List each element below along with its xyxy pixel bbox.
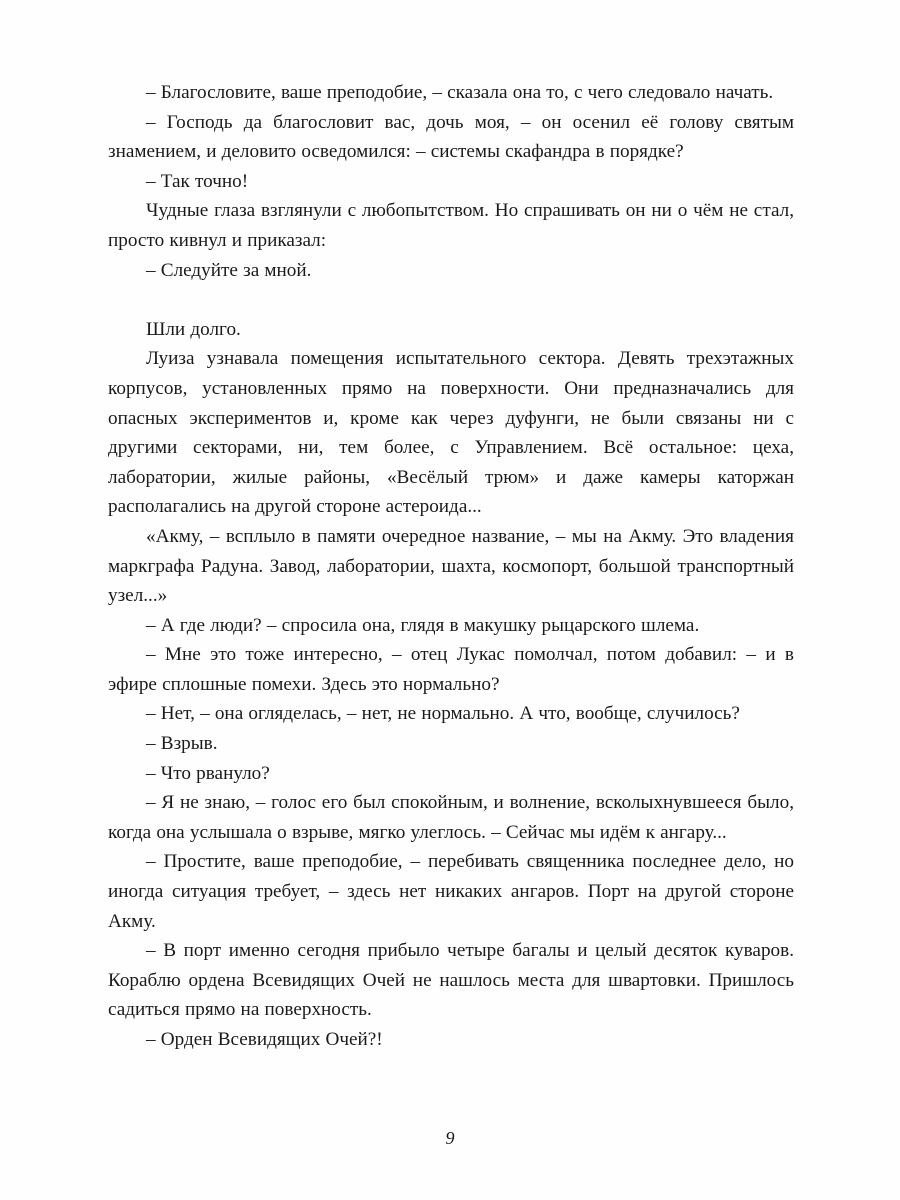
page-text-column: [108, 78, 794, 1055]
paragraph: – Нет, – она огляделась, – нет, не нормально. А что, вообще, случилось?: [146, 703, 740, 725]
paragraph: – Что рвануло?: [146, 762, 270, 784]
paragraph: – Мне это тоже интересно, – отец Лукас помолчал, потом добавил: – и в эфире сплошные помехи. Здесь это нормально?: [108, 644, 794, 695]
paragraph: – Следуйте за мной.: [146, 259, 312, 281]
paragraph: Чудные глаза взглянули с любопытством. Но спрашивать он ни о чём не стал, просто кивнул и приказал:: [108, 200, 794, 251]
paragraph: – Взрыв.: [146, 733, 218, 755]
paragraph: – Я не знаю, – голос его был спокойным, и волнение, всколыхнувшееся было, когда она услышала о взрыве, мягко улеглось. – Сейчас мы идём к ангару...: [108, 792, 794, 843]
paragraph: – Орден Всевидящих Очей?!: [146, 1029, 383, 1050]
paragraph: – А где люди? – спросила она, глядя в макушку рыцарского шлема.: [146, 614, 700, 636]
paragraph: «Акму, – всплыло в памяти очередное название, – мы на Акму. Это владения маркграфа Радуна. Завод, лаборатории, шахта, космопорт, большой транспортный узел...»: [108, 525, 794, 607]
paragraph: – Простите, ваше преподобие, – перебивать священника последнее дело, но иногда ситуация требует, – здесь нет никаких ангаров. Порт на другой стороне Акму.: [108, 851, 794, 932]
paragraph: – Так точно!: [146, 170, 249, 192]
paragraph: – Благословите, ваше преподобие, – сказала она то, с чего следовало начать.: [146, 82, 774, 103]
paragraph: – В порт именно сегодня прибыло четыре багалы и целый десяток куваров. Кораблю ордена Всевидящих Очей не нашлось места для швартовки. Пришлось садиться прямо на поверхность.: [108, 940, 794, 1021]
page-number: 9: [445, 1128, 455, 1148]
paragraph: – Господь да благословит вас, дочь моя, – он осенил её голову святым знамением, и деловито осведомился: – системы скафандра в порядке?: [108, 111, 794, 163]
paragraph: Шли долго.: [146, 318, 241, 340]
paragraph: Луиза узнавала помещения испытательного сектора. Девять трехэтажных корпусов, установленных прямо на поверхности. Они предназначались для опасных экспериментов и, кроме как через дуфунги, не были связаны ни с другими секторами, ни, тем более, с Управлением. Всё остальное: цеха, лаборатории, жилые районы, «Весёлый трюм» и даже камеры каторжан располагались на другой стороне астероида...: [108, 348, 794, 518]
